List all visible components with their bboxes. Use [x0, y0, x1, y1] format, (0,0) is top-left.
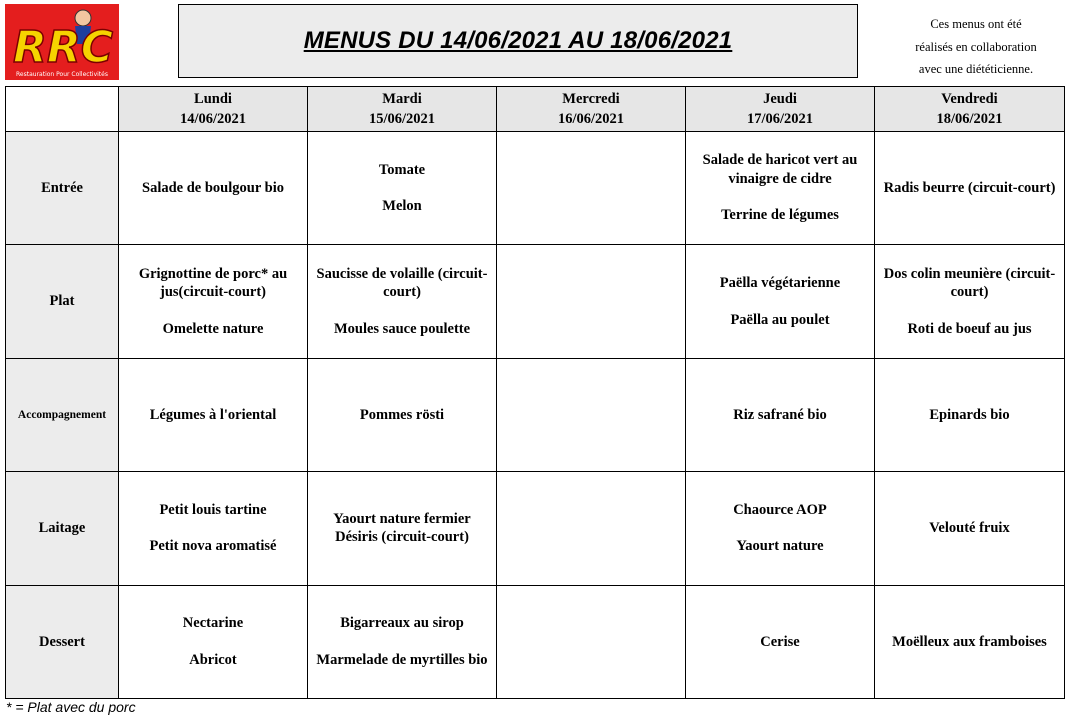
- menu-cell: [686, 245, 875, 358]
- menu-cell: [308, 472, 497, 585]
- row-label: Accompagnement: [6, 358, 119, 471]
- menu-cell: [497, 358, 686, 471]
- row-label: Entrée: [6, 132, 119, 245]
- logo-tagline: Restauration Pour Collectivités: [16, 71, 108, 78]
- menu-cell: [119, 585, 308, 698]
- table-row: [6, 132, 1065, 245]
- menu-cell: [497, 585, 686, 698]
- day-date: 18/06/2021: [936, 111, 1003, 127]
- note-line: avec une diététicienne.: [918, 62, 1034, 76]
- row-label: Plat: [6, 245, 119, 358]
- day-header-lundi: [119, 87, 308, 132]
- menu-cell: [686, 472, 875, 585]
- day-header-mardi: [308, 87, 497, 132]
- table-row: [6, 472, 1065, 585]
- day-name: Vendredi: [941, 91, 998, 107]
- day-header-jeudi: [686, 87, 875, 132]
- menu-item: Chaource AOP: [733, 501, 827, 518]
- weekly-menu-table: [5, 86, 1065, 699]
- page-title: MENUS DU 14/06/2021 AU 18/06/2021: [303, 27, 733, 54]
- menu-cell: [497, 472, 686, 585]
- rrc-logo-graphic: [5, 4, 119, 80]
- menu-cell: [308, 585, 497, 698]
- logo-letters: RRC: [13, 22, 114, 73]
- rrc-logo: [5, 4, 119, 80]
- day-date: 16/06/2021: [557, 111, 625, 127]
- menu-cell: [875, 245, 1065, 358]
- menu-cell: [686, 585, 875, 698]
- menu-cell: [497, 245, 686, 358]
- menu-cell: [875, 585, 1065, 698]
- table-row: [6, 358, 1065, 471]
- menu-cell: [119, 472, 308, 585]
- menu-item: Yaourt nature fermier Désiris (circuit-court): [333, 510, 471, 546]
- row-label: Dessert: [6, 585, 119, 698]
- menu-item: Melon: [382, 198, 422, 215]
- menu-item: Petit nova aromatisé: [149, 538, 277, 555]
- day-date: 15/06/2021: [368, 111, 436, 127]
- menu-item: Bigarreaux au sirop: [340, 615, 464, 632]
- menu-item: Velouté fruix: [929, 520, 1010, 537]
- note-line: Ces menus ont été: [930, 17, 1022, 31]
- menu-item: Yaourt nature: [736, 538, 824, 555]
- menu-cell: [686, 358, 875, 471]
- menu-item: Salade de boulgour bio: [142, 179, 284, 196]
- menu-cell: [119, 358, 308, 471]
- menu-item: Abricot: [189, 651, 237, 668]
- menu-item: Pommes rösti: [359, 406, 445, 423]
- row-label: Laitage: [6, 472, 119, 585]
- menu-cell: [308, 358, 497, 471]
- menu-item: Légumes à l'oriental: [149, 406, 277, 423]
- menu-item: Cerise: [760, 633, 800, 650]
- menu-cell: [875, 132, 1065, 245]
- menu-item: Omelette nature: [162, 320, 264, 337]
- day-header-vendredi: [875, 87, 1065, 132]
- pork-footnote: * = Plat avec du porc: [6, 699, 136, 715]
- menu-cell: [875, 472, 1065, 585]
- title-banner: [178, 4, 858, 78]
- menu-item: Riz safrané bio: [733, 406, 827, 423]
- menu-item: Marmelade de myrtilles bio: [316, 651, 488, 668]
- menu-cell: [497, 132, 686, 245]
- day-date: 14/06/2021: [179, 111, 247, 127]
- menu-item: Moules sauce poulette: [333, 320, 471, 337]
- menu-item: Petit louis tartine: [159, 501, 267, 518]
- day-header-mercredi: [497, 87, 686, 132]
- menu-cell: [686, 132, 875, 245]
- menu-cell: [308, 245, 497, 358]
- menu-item: Terrine de légumes: [721, 207, 839, 224]
- menu-cell: [119, 245, 308, 358]
- menu-item: Paëlla végétarienne: [719, 275, 841, 292]
- day-name: Jeudi: [763, 91, 797, 107]
- day-name: Mardi: [382, 91, 422, 107]
- menu-cell: [308, 132, 497, 245]
- menu-item: Epinards bio: [929, 406, 1010, 423]
- menu-item: Moëlleux aux framboises: [892, 633, 1047, 650]
- day-name: Mercredi: [562, 91, 620, 107]
- table-row: [6, 585, 1065, 698]
- table-header-row: [6, 87, 1065, 132]
- menu-cell: [875, 358, 1065, 471]
- menu-item: Paëlla au poulet: [730, 311, 830, 328]
- day-name: Lundi: [194, 91, 232, 107]
- menu-item: Nectarine: [182, 615, 244, 632]
- menu-item: Radis beurre (circuit-court): [883, 179, 1056, 196]
- header-corner-cell: [6, 87, 119, 132]
- day-date: 17/06/2021: [746, 111, 814, 127]
- note-line: réalisés en collaboration: [915, 39, 1037, 54]
- menu-item: Dos colin meunière (circuit-court): [883, 265, 1056, 301]
- menu-item: Roti de boeuf au jus: [907, 320, 1032, 337]
- menu-item: Salade de haricot vert au vinaigre de cidre: [702, 152, 858, 187]
- menu-item: Tomate: [378, 161, 426, 178]
- menu-cell: [119, 132, 308, 245]
- menu-item: Grignottine de porc* au jus(circuit-court): [138, 265, 288, 301]
- menu-item: Saucisse de volaille (circuit-court): [316, 265, 488, 301]
- dietitian-note: [888, 13, 1064, 81]
- table-row: [6, 245, 1065, 358]
